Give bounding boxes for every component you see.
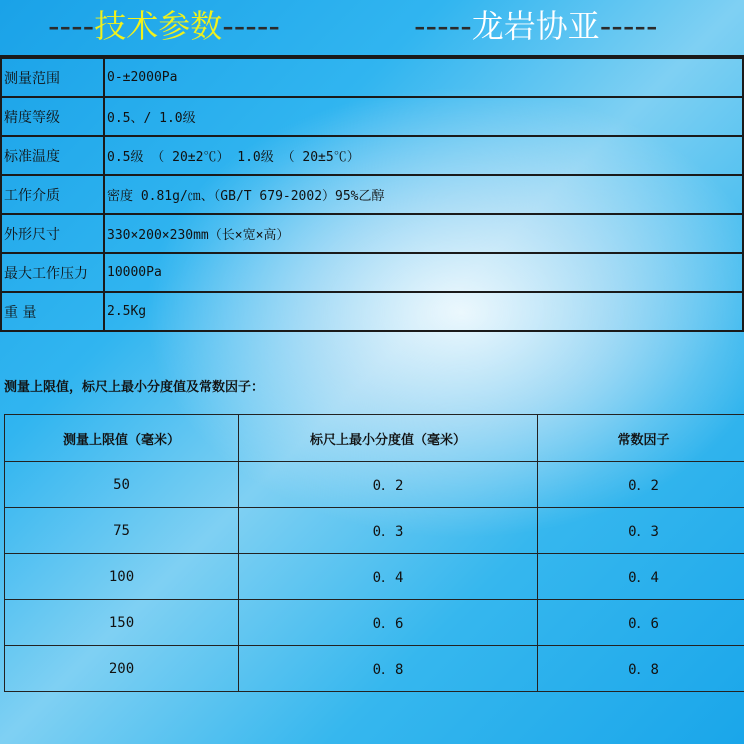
- spec-value: 密度 0.81g/㎝、（GB/T 679-2002）95%乙醇: [104, 175, 743, 214]
- spec-label: 测量范围: [1, 57, 104, 97]
- column-header-min-division: 标尺上最小分度值（毫米）: [239, 415, 538, 462]
- min-division-cell: 0．3: [239, 508, 538, 554]
- page-header: [0, 0, 744, 52]
- spec-row: [1, 175, 743, 214]
- spec-label: 标准温度: [1, 136, 104, 175]
- spec-row: [1, 57, 743, 97]
- company-title-text: 龙岩协亚: [471, 7, 600, 45]
- spec-row: [1, 292, 743, 331]
- upper-limit-cell: 100: [5, 554, 239, 600]
- table-row: [5, 508, 744, 554]
- scale-section-caption: 测量上限值，标尺上最小分度值及常数因子：: [4, 380, 265, 395]
- scale-table: [4, 414, 744, 692]
- spec-value: 0.5、/ 1.0级: [104, 97, 743, 136]
- constant-factor-cell: 0．3: [538, 508, 744, 554]
- column-header-constant-factor: 常数因子: [538, 415, 744, 462]
- spec-label: 精度等级: [1, 97, 104, 136]
- upper-limit-cell: 150: [5, 600, 239, 646]
- spec-row: [1, 136, 743, 175]
- spec-row: [1, 214, 743, 253]
- min-division-cell: 0．2: [239, 462, 538, 508]
- table-row: [5, 462, 744, 508]
- constant-factor-cell: 0．2: [538, 462, 744, 508]
- constant-factor-cell: 0．8: [538, 646, 744, 692]
- spec-value: 0-±2000Pa: [104, 57, 743, 97]
- upper-limit-cell: 200: [5, 646, 239, 692]
- tech-params-title: [48, 6, 280, 46]
- spec-row: [1, 97, 743, 136]
- company-title: [414, 6, 657, 46]
- spec-value: 330×200×230mm（长×宽×高）: [104, 214, 743, 253]
- spec-value: 10000Pa: [104, 253, 743, 292]
- upper-limit-cell: 50: [5, 462, 239, 508]
- table-row: [5, 554, 744, 600]
- spec-value: 2.5Kg: [104, 292, 743, 331]
- spec-label: 重 量: [1, 292, 104, 331]
- spec-label: 工作介质: [1, 175, 104, 214]
- column-header-upper-limit: 测量上限值（毫米）: [5, 415, 239, 462]
- upper-limit-cell: 75: [5, 508, 239, 554]
- spec-row: [1, 253, 743, 292]
- spec-value: 0.5级 （ 20±2℃） 1.0级 （ 20±5℃）: [104, 136, 743, 175]
- spec-label: 最大工作压力: [1, 253, 104, 292]
- min-division-cell: 0．8: [239, 646, 538, 692]
- constant-factor-cell: 0．4: [538, 554, 744, 600]
- spec-label: 外形尺寸: [1, 214, 104, 253]
- title-dashes-right: -----: [222, 7, 280, 45]
- min-division-cell: 0．6: [239, 600, 538, 646]
- tech-params-title-text: 技术参数: [94, 7, 223, 45]
- spec-table: [0, 55, 744, 332]
- company-dashes-left: -----: [414, 7, 472, 45]
- constant-factor-cell: 0．6: [538, 600, 744, 646]
- table-row: [5, 646, 744, 692]
- table-header-row: [5, 415, 744, 462]
- table-row: [5, 600, 744, 646]
- title-dashes-left: ----: [48, 7, 95, 45]
- company-dashes-right: -----: [599, 7, 658, 45]
- min-division-cell: 0．4: [239, 554, 538, 600]
